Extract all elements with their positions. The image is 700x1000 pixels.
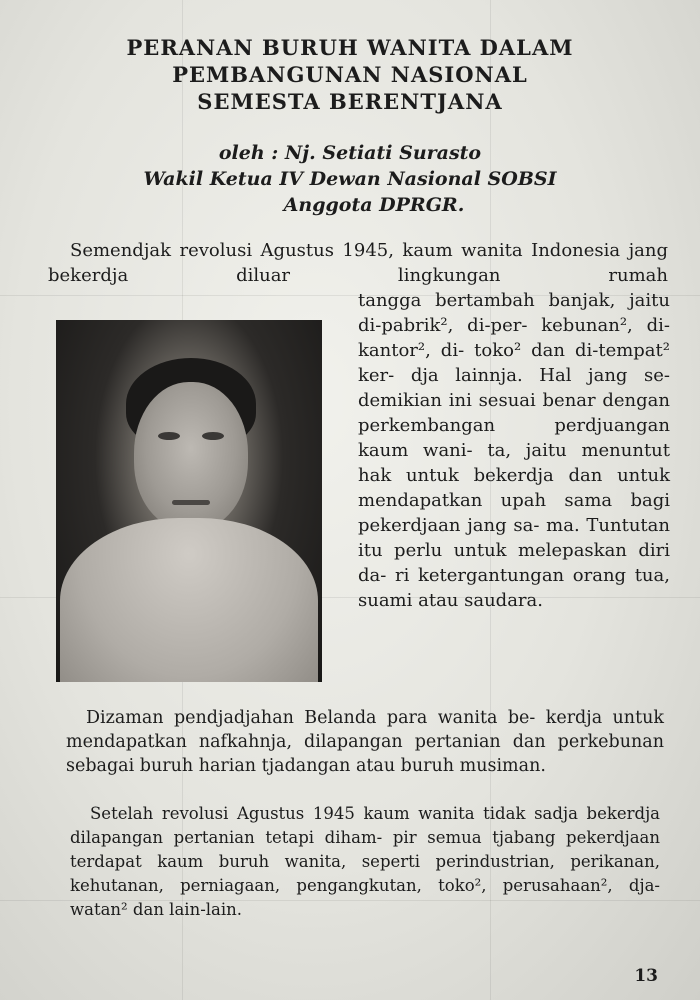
text-line: tua, suami atau saudara. [358, 565, 670, 611]
portrait-eye [202, 432, 224, 440]
text-line: untuk melepaskan diri da- [358, 540, 670, 586]
text-line: sadja bekerdja dilapangan pertanian tetapi diham- [70, 804, 661, 847]
byline-author: oleh : Nj. Setiati Surasto [218, 142, 482, 164]
text-line: tjadangan atau buruh musiman. [261, 756, 546, 776]
text-line: demikian ini sesuai benar [358, 390, 596, 411]
text-line: toko² dan di-tempat² ker- [358, 340, 670, 386]
paragraph-3 [70, 802, 660, 922]
text-line: Setelah revolusi Agustus 1945 kaum wanita tidak [90, 804, 526, 823]
portrait-mouth [172, 500, 210, 505]
title-line: SEMESTA BERENTJANA [197, 89, 503, 114]
byline-position: Wakil Ketua IV Dewan Nasional SOBSI [143, 168, 557, 190]
text-line: kerdja untuk mendapatkan nafkahnja, dilapangan [66, 708, 664, 752]
text-line: tangga bertambah banjak, [358, 290, 616, 311]
portrait-face [134, 382, 248, 530]
title-line: PERANAN BURUH WANITA DALAM [126, 35, 574, 60]
text-line: wanita, seperti perindustrian, perikanan, kehutanan, [70, 852, 660, 895]
text-line: jaitu di-pabrik², di-per- [358, 290, 670, 336]
text-line: ma. Tuntutan itu perlu [358, 515, 670, 561]
article-title [0, 34, 700, 115]
text-line: ri ketergantungan orang [394, 565, 627, 586]
text-line: pir semua tjabang pekerdjaan terdapat kaum buruh [70, 828, 660, 871]
text-line: bagi pekerdjaan jang sa- [358, 490, 670, 536]
page-number: 13 [634, 966, 658, 986]
portrait-kebaya [60, 518, 318, 682]
author-portrait-photo [56, 320, 322, 682]
title-line: PEMBANGUNAN NASIONAL [172, 62, 528, 87]
text-line: watan² dan lain-lain. [70, 900, 243, 919]
portrait-eye [158, 432, 180, 440]
paragraph-1-column [358, 288, 670, 613]
text-line: dengan perkembangan [358, 390, 670, 436]
text-line: dja lainnja. Hal jang se- [410, 365, 670, 386]
text-line: perdjuangan kaum wani- [358, 415, 670, 461]
text-line: Semendjak revolusi Agustus 1945, kaum wanita [70, 240, 523, 261]
text-line: pertanian dan perkebunan sebagai buruh harian [66, 732, 664, 776]
text-line: ta, jaitu menuntut hak [358, 440, 670, 486]
text-line: perniagaan, pengangkutan, toko², perusahaan², dja- [180, 876, 660, 895]
paragraph-1-opening [48, 238, 668, 288]
byline [0, 140, 700, 218]
text-line: mendapatkan upah sama [358, 490, 613, 511]
text-line: Dizaman pendjadjahan Belanda para wanita be- [86, 708, 536, 728]
text-line: Indonesia jang bekerdja diluar lingkungan rumah [48, 240, 669, 286]
byline-membership: Anggota DPRGR. [283, 194, 465, 216]
text-line: kebunan², di-kantor², di- [358, 315, 670, 361]
paragraph-2 [66, 706, 664, 778]
text-line: untuk bekerdja dan untuk [405, 465, 670, 486]
